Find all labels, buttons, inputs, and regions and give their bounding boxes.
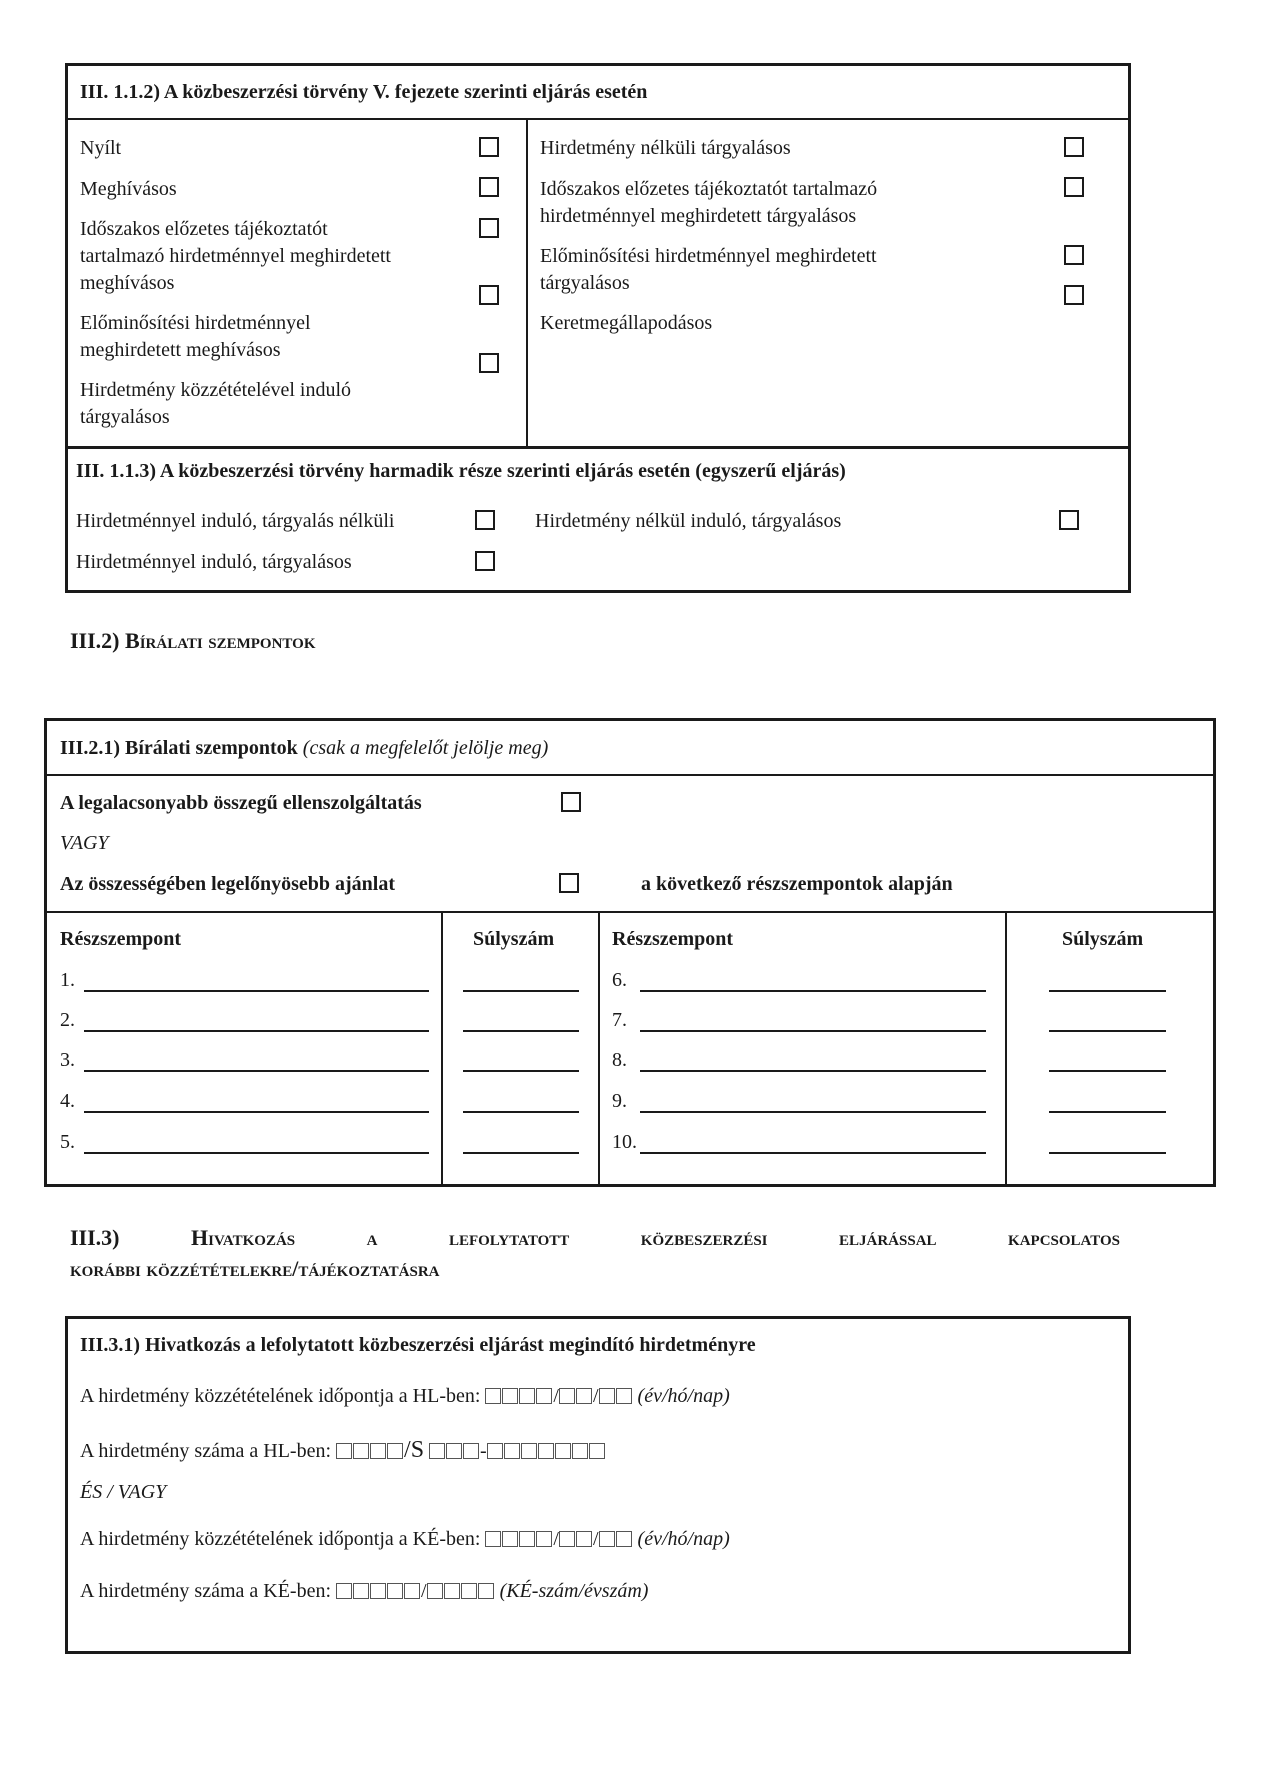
date-separator: / [592,1385,599,1407]
date-format-hint: (év/hó/nap) [637,1385,730,1407]
hl-date-row [80,1383,730,1410]
section-title-3-1: III.3.1) Hivatkozás a lefolytatott közbeszerzési eljárást megindító hirdetményre [80,1334,756,1356]
section-heading-iii-2 [70,628,316,654]
option-elominositesi-targyalasos-line1: Előminősítési hirdetménnyel meghirdetett [540,245,877,267]
option-idoszakos-line1: Időszakos előzetes tájékoztatót [80,218,328,240]
weight-input-10[interactable] [1049,1152,1166,1154]
divider [45,774,1215,776]
divider [66,446,1130,449]
ke-number-row [80,1578,648,1605]
ke-number-hint: (KÉ-szám/évszám) [499,1580,649,1602]
hl-number-row [80,1437,606,1465]
criterion-input-6[interactable] [640,990,986,992]
option-idoszakos-line2: tartalmazó hirdetménnyel meghirdetett [80,245,391,267]
checkbox-kozzetetelevel-targyalasos[interactable] [479,353,499,373]
section-number: III.2) [70,628,120,653]
option-idoszakos-targyalasos-line1: Időszakos előzetes tájékoztatót tartalmazó [540,178,878,200]
section-heading-text: Bírálati szempontok [125,628,316,653]
option-best-value-suffix: a következő részszempontok alapján [641,873,953,895]
option-idoszakos-targyalasos-line2: hirdetménnyel meghirdetett tárgyalásos [540,205,857,227]
ke-date-field[interactable] [485,1528,553,1550]
option-meghivasos: Meghívásos [80,178,177,200]
criterion-input-4[interactable] [84,1111,429,1113]
option-elominositesi-targyalasos-line2: tárgyalásos [540,272,630,294]
divider [45,911,1215,913]
column-divider [598,911,600,1185]
column-divider [441,911,443,1185]
hl-serial-field[interactable] [487,1440,606,1462]
hl-date-label: A hirdetmény közzétételének időpontja a HL-ben: [80,1385,481,1407]
checkbox-hirdetmennyel-targyalasos[interactable] [475,551,495,571]
hl-year-field[interactable] [336,1440,404,1462]
section-title-2-1-text: III.2.1) Bírálati szempontok [60,737,298,759]
checkbox-keretmegallapodasos[interactable] [1064,285,1084,305]
column-divider [1005,911,1007,1185]
option-hirdetmennyel-targyalas-nelkuli: Hirdetménnyel induló, tárgyalás nélküli [76,510,395,532]
criterion-row-number: 2. [60,1009,75,1031]
weight-input-5[interactable] [463,1152,579,1154]
section-number: III.3) [70,1225,120,1250]
section-heading-iii-3 [70,1225,1120,1251]
criterion-input-9[interactable] [640,1111,986,1113]
ke-number-label: A hirdetmény száma a KÉ-ben: [80,1580,332,1602]
or-label: VAGY [60,832,109,854]
criterion-row-number: 5. [60,1131,75,1153]
ke-number-field[interactable] [336,1580,421,1602]
criterion-row-number: 3. [60,1049,75,1071]
criterion-row-number: 7. [612,1009,627,1031]
weight-input-6[interactable] [1049,990,1166,992]
date-separator: / [553,1528,559,1550]
column-header-weight-left: Súlyszám [473,928,555,950]
weight-input-2[interactable] [463,1030,579,1032]
date-separator: / [592,1528,599,1550]
checkbox-elominositesi-targyalasos[interactable] [1064,245,1084,265]
ke-date-row [80,1526,730,1553]
weight-input-1[interactable] [463,990,579,992]
option-hirdetmeny-nelkul-targyalasos: Hirdetmény nélkül induló, tárgyalásos [535,510,842,532]
hl-number-separator: /S [404,1437,425,1463]
option-best-value: Az összességében legelőnyösebb ajánlat [60,873,395,895]
criterion-row-number: 8. [612,1049,627,1071]
weight-input-9[interactable] [1049,1111,1166,1113]
checkbox-hirdetmeny-nelkul-targyalasos[interactable] [1059,510,1079,530]
checkbox-idoszakos-meghivasos[interactable] [479,218,499,238]
criterion-row-number: 6. [612,969,627,991]
option-elominositesi-line2: meghirdetett meghívásos [80,339,281,361]
section-title-2-1-note: (csak a megfelelőt jelölje meg) [302,737,549,759]
column-header-criterion-left: Részszempont [60,928,182,950]
checkbox-lowest-price[interactable] [561,792,581,812]
criterion-input-1[interactable] [84,990,429,992]
option-elominositesi-line1: Előminősítési hirdetménnyel [80,312,311,334]
hl-date-field[interactable] [485,1385,553,1407]
option-hirdetmeny-nelkuli: Hirdetmény nélküli tárgyalásos [540,137,791,159]
criterion-input-2[interactable] [84,1030,429,1032]
checkbox-idoszakos-targyalasos[interactable] [1064,177,1084,197]
criterion-row-number: 1. [60,969,75,991]
criterion-input-3[interactable] [84,1070,429,1072]
criterion-input-5[interactable] [84,1152,429,1154]
ke-month-field[interactable] [559,1528,593,1550]
column-header-criterion-right: Részszempont [612,928,734,950]
section-heading-text-line2: korábbi közzétételekre/tájékoztatásra [70,1256,440,1281]
weight-input-7[interactable] [1049,1030,1166,1032]
checkbox-nyilt[interactable] [479,137,499,157]
ke-day-field[interactable] [599,1528,633,1550]
weight-input-8[interactable] [1049,1070,1166,1072]
date-format-hint: (év/hó/nap) [637,1528,730,1550]
option-keretmegallapodasos: Keretmegállapodásos [540,312,713,334]
weight-input-3[interactable] [463,1070,579,1072]
weight-input-4[interactable] [463,1111,579,1113]
option-nyilt: Nyílt [80,137,122,159]
divider [66,118,1130,120]
hl-series-field[interactable] [429,1440,480,1462]
criterion-row-number: 4. [60,1090,75,1112]
checkbox-hirdetmennyel-targyalas-nelkuli[interactable] [475,510,495,530]
column-header-weight-right: Súlyszám [1062,928,1144,950]
option-kozzetetelevel-line1: Hirdetmény közzétételével induló [80,379,352,401]
criterion-row-number: 9. [612,1090,627,1112]
section-title-2-1 [60,735,548,762]
and-or-label: ÉS / VAGY [80,1481,167,1503]
hl-number-label: A hirdetmény száma a HL-ben: [80,1440,332,1462]
checkbox-best-value[interactable] [559,873,579,893]
criterion-input-10[interactable] [640,1152,986,1154]
hl-number-dash: - [480,1440,487,1462]
option-lowest-price: A legalacsonyabb összegű ellenszolgáltatás [60,792,422,814]
column-divider [526,118,528,446]
ke-date-label: A hirdetmény közzétételének időpontja a KÉ-ben: [80,1528,481,1550]
ke-number-separator: / [421,1580,427,1602]
section-title-1-1-3: III. 1.1.3) A közbeszerzési törvény harmadik része szerinti eljárás esetén (egyszerű eljárás) [76,460,846,482]
hl-day-field[interactable] [599,1385,633,1407]
checkbox-elominositesi-meghivasos[interactable] [479,285,499,305]
option-hirdetmennyel-targyalasos: Hirdetménnyel induló, tárgyalásos [76,551,352,573]
checkbox-meghivasos[interactable] [479,177,499,197]
date-separator: / [553,1385,559,1407]
checkbox-hirdetmeny-nelkuli[interactable] [1064,137,1084,157]
option-kozzetetelevel-line2: tárgyalásos [80,406,170,428]
hl-month-field[interactable] [559,1385,593,1407]
option-idoszakos-line3: meghívásos [80,272,175,294]
section-heading-text-line1: Hivatkozás a lefolytatott közbeszerzési eljárással kapcsolatos [191,1225,1121,1250]
criterion-input-7[interactable] [640,1030,986,1032]
criterion-input-8[interactable] [640,1070,986,1072]
section-title-1-1-2: III. 1.1.2) A közbeszerzési törvény V. fejezete szerinti eljárás esetén [80,81,648,103]
ke-year-field[interactable] [427,1580,495,1602]
criterion-row-number: 10. [612,1131,637,1153]
